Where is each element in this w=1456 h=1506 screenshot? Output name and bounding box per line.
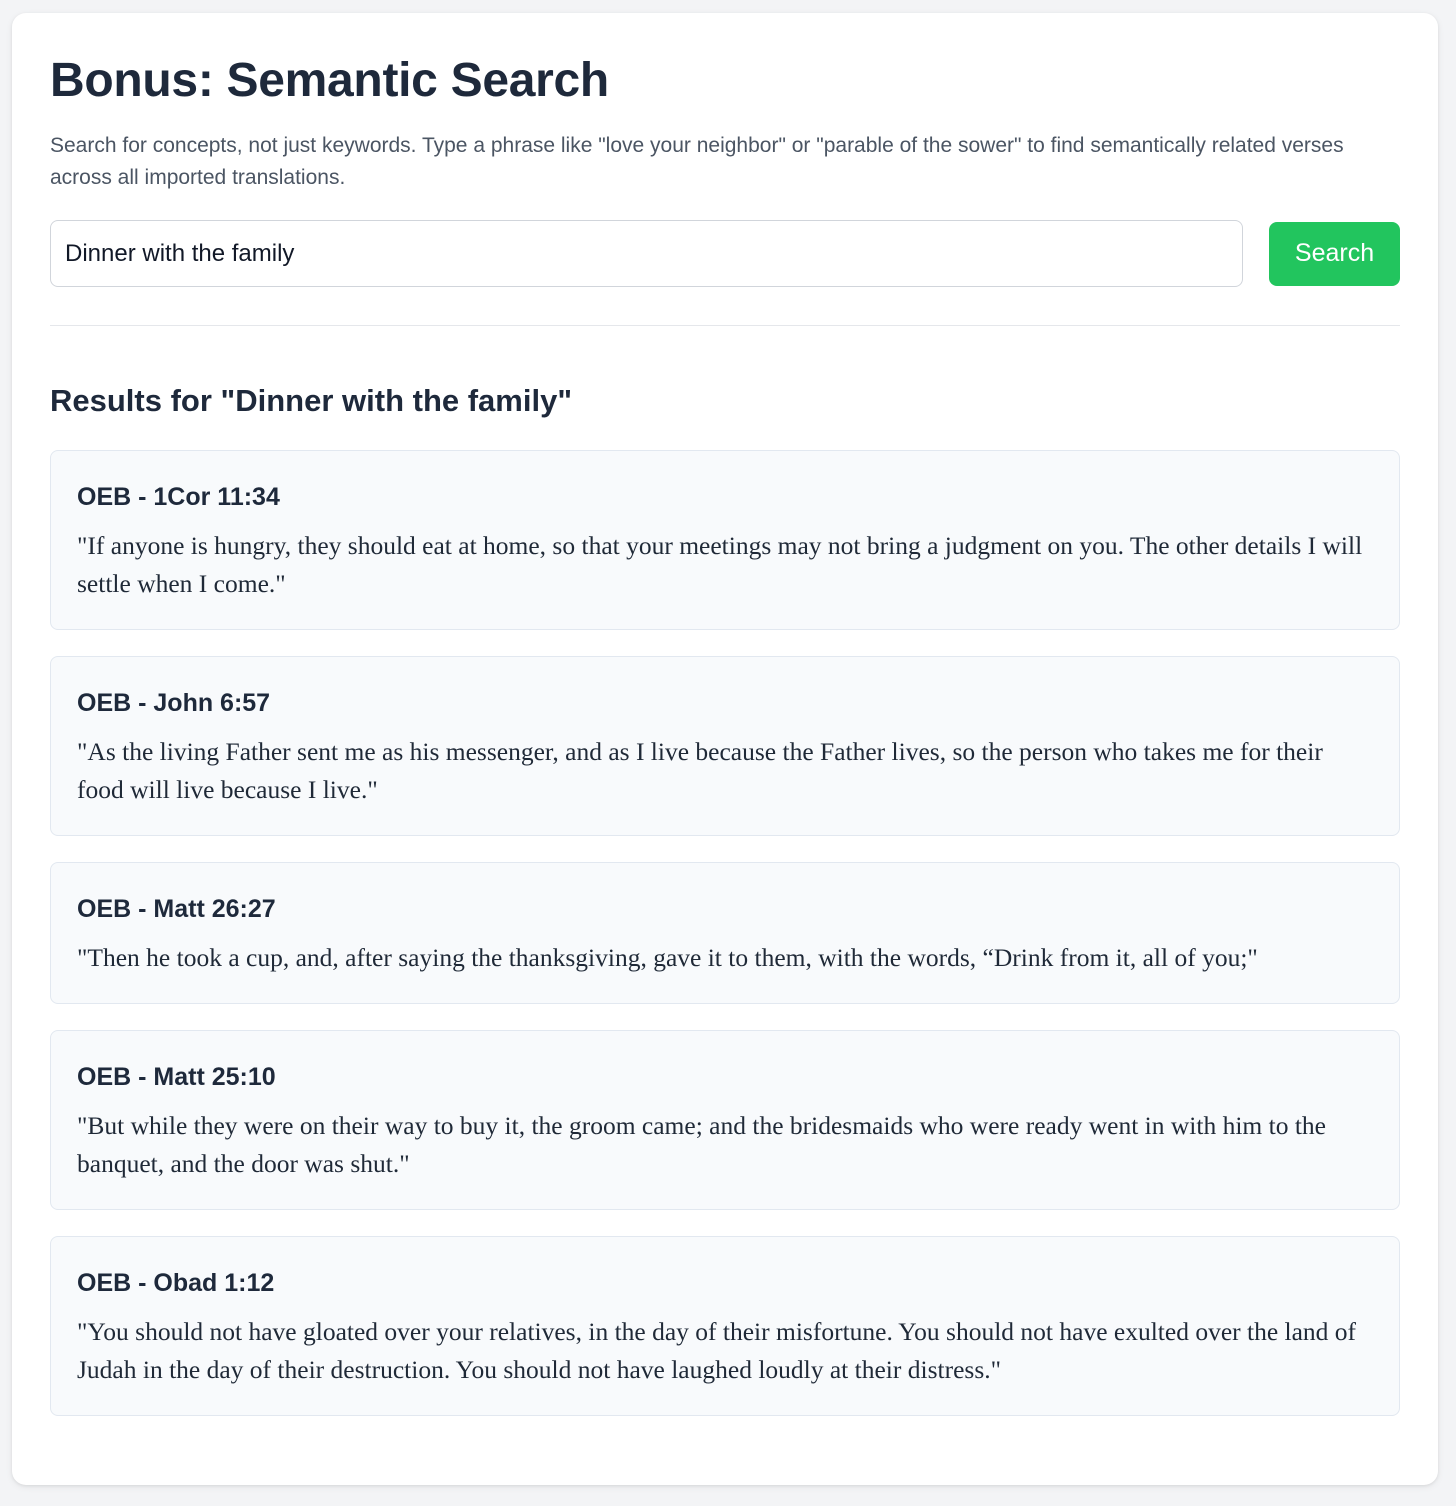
result-card [50, 450, 1400, 630]
result-verse-text: "As the living Father sent me as his messenger, and as I live because the Father lives, so the person who takes me for their food will live because I live." [77, 737, 1323, 804]
divider [50, 325, 1400, 326]
results-heading: Results for "Dinner with the family" [50, 383, 573, 418]
result-card [50, 1030, 1400, 1210]
result-reference: OEB - Matt 26:27 [77, 895, 276, 923]
result-card [50, 656, 1400, 836]
result-verse-text: "But while they were on their way to buy it, the groom came; and the bridesmaids who were ready went in with him to the banquet, and the door was shut." [77, 1111, 1326, 1178]
search-bar [50, 220, 1400, 287]
search-input[interactable] [50, 220, 1243, 287]
search-button[interactable]: Search [1269, 222, 1400, 286]
result-reference: OEB - Obad 1:12 [77, 1269, 275, 1297]
semantic-search-panel [12, 13, 1438, 1485]
page-description: Search for concepts, not just keywords. Type a phrase like "love your neighbor" or "parable of the sower" to find semantically related verses across all imported translations. [50, 134, 1344, 189]
result-reference: OEB - 1Cor 11:34 [77, 483, 280, 511]
results-list [50, 450, 1400, 1416]
result-reference: OEB - John 6:57 [77, 689, 271, 717]
result-card [50, 862, 1400, 1004]
result-verse-text: "Then he took a cup, and, after saying the thanksgiving, gave it to them, with the words, “Drink from it, all of you;" [77, 943, 1258, 972]
result-verse-text: "If anyone is hungry, they should eat at home, so that your meetings may not bring a judgment on you. The other details I will settle when I come." [77, 531, 1363, 598]
result-reference: OEB - Matt 25:10 [77, 1063, 276, 1091]
result-verse-text: "You should not have gloated over your relatives, in the day of their misfortune. You should not have exulted over the land of Judah in the day of their destruction. You should not have laughed loudly at their distress." [77, 1317, 1357, 1384]
result-card [50, 1236, 1400, 1416]
page-title: Bonus: Semantic Search [50, 54, 609, 107]
